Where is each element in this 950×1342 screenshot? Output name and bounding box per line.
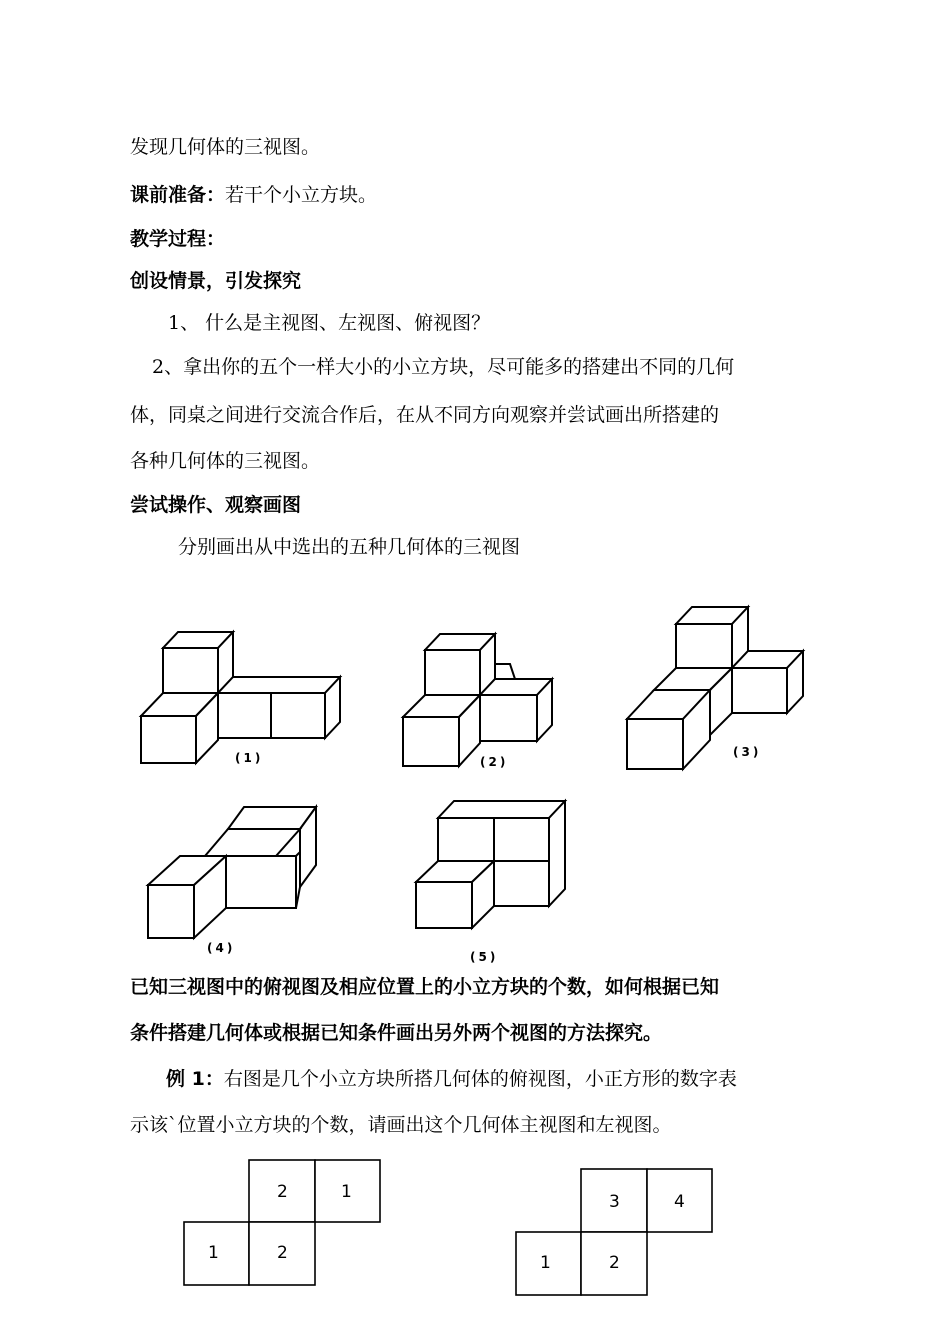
grid2-cell-2: 4 bbox=[674, 1192, 685, 1212]
caption-5: (5) bbox=[470, 950, 499, 964]
figure-5 bbox=[416, 801, 565, 964]
caption-4: (4) bbox=[207, 941, 236, 955]
caption-1: (1) bbox=[235, 751, 264, 765]
figure-1 bbox=[141, 632, 340, 765]
grid1-cell-1: 2 bbox=[277, 1182, 288, 1202]
grid1-cell-2: 1 bbox=[341, 1182, 352, 1202]
example-text: 右图是几个小立方块所搭几何体的俯视图，小正方形的数字表 bbox=[223, 1068, 737, 1090]
grid1-cell-4: 2 bbox=[277, 1243, 288, 1263]
grid2-cell-3: 1 bbox=[540, 1253, 551, 1273]
top-view-grid-1 bbox=[184, 1160, 380, 1285]
question-2b: 体，同桌之间进行交流合作后，在从不同方向观察并尝试画出所搭建的 bbox=[130, 404, 720, 426]
heading-method-b: 条件搭建几何体或根据已知条件画出另外两个视图的方法探究。 bbox=[130, 1022, 663, 1044]
question-2c: 各种几何体的三视图。 bbox=[130, 450, 321, 472]
question-1: 1、 什么是主视图、左视图、俯视图？ bbox=[168, 312, 491, 334]
figure-4 bbox=[148, 807, 316, 955]
question-2a: 2、拿出你的五个一样大小的小立方块，尽可能多的搭建出不同的几何 bbox=[152, 356, 735, 378]
prep-label: 课前准备： bbox=[130, 184, 226, 206]
grid1-cell-3: 1 bbox=[208, 1243, 219, 1263]
heading-process: 教学过程： bbox=[130, 228, 226, 250]
heading-scenario: 创设情景，引发探究 bbox=[130, 270, 302, 292]
heading-drawing: 尝试操作、观察画图 bbox=[130, 494, 302, 516]
example-1-b: 示该`位置小立方块的个数，请画出这个几何体主视图和左视图。 bbox=[130, 1114, 672, 1136]
text-line-1: 发现几何体的三视图。 bbox=[130, 136, 321, 158]
caption-2: (2) bbox=[480, 755, 509, 769]
figure-3 bbox=[627, 607, 803, 769]
prep-text: 若干个小立方块。 bbox=[225, 184, 378, 206]
figure-2 bbox=[403, 634, 552, 769]
caption-3: (3) bbox=[733, 745, 762, 759]
heading-method-a: 已知三视图中的俯视图及相应位置上的小立方块的个数，如何根据已知 bbox=[130, 976, 720, 998]
top-view-grid-2 bbox=[516, 1169, 712, 1295]
grid2-cell-4: 2 bbox=[609, 1253, 620, 1273]
example-label: 例 1： bbox=[166, 1068, 224, 1090]
grid2-cell-1: 3 bbox=[609, 1192, 620, 1212]
instruction-draw: 分别画出从中选出的五种几何体的三视图 bbox=[178, 536, 521, 558]
